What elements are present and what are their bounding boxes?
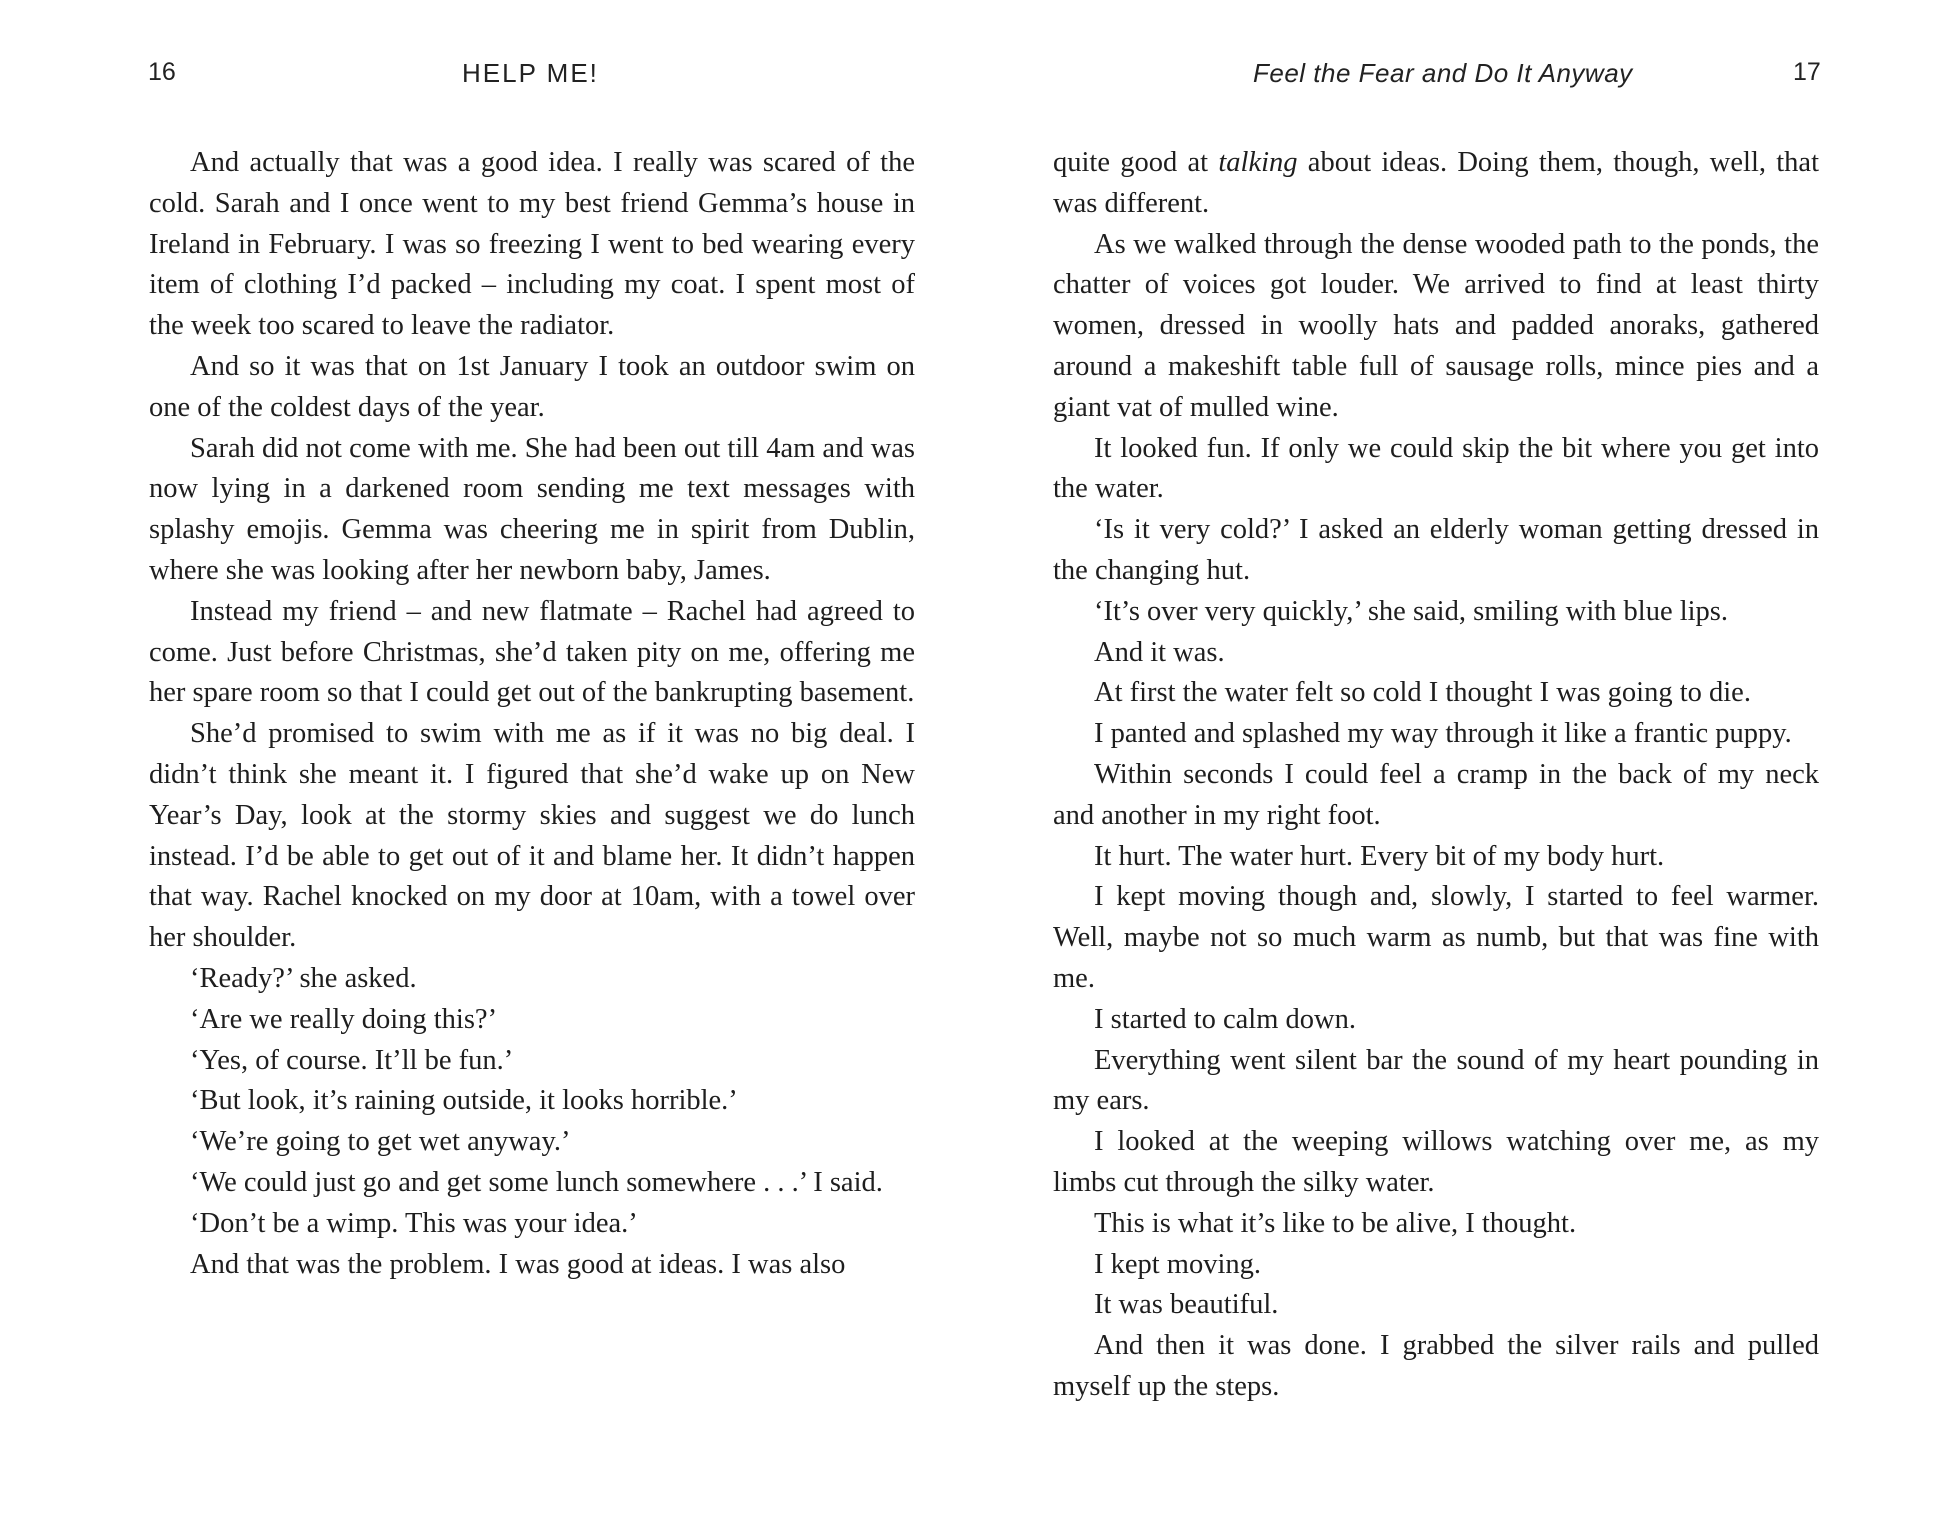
- paragraph: As we walked through the dense wooded path to the ponds, the chatter of voices got louder. We arrived to find at least thirty women, dressed in woolly hats and padded anoraks, gathered around a makeshift table full of sausage rolls, mince pies and a giant vat of mulled wine.: [1053, 228, 1819, 423]
- paragraph: I kept moving.: [1094, 1248, 1262, 1280]
- paragraph: I panted and splashed my way through it like a frantic puppy.: [1094, 718, 1792, 750]
- paragraph: ‘It’s over very quickly,’ she said, smiling with blue lips.: [1094, 595, 1729, 627]
- paragraph: ‘Are we really doing this?’: [190, 1003, 498, 1035]
- running-head-book-title: HELP ME!: [462, 58, 599, 88]
- page-number: 16: [148, 58, 176, 86]
- continuation-text: about ideas. Doing them, though, well, that was different.: [1053, 147, 1819, 219]
- paragraph: And so it was that on 1st January I took an outdoor swim on one of the coldest days of the year.: [149, 350, 915, 423]
- paragraph: I looked at the weeping willows watching over me, as my limbs cut through the silky water.: [1053, 1126, 1819, 1198]
- paragraph: And it was.: [1094, 636, 1225, 668]
- paragraph: It looked fun. If only we could skip the bit where you get into the water.: [1053, 432, 1819, 505]
- paragraph: It was beautiful.: [1094, 1289, 1279, 1321]
- paragraph: I started to calm down.: [1094, 1003, 1356, 1035]
- paragraph: ‘Yes, of course. It’ll be fun.’: [190, 1044, 514, 1076]
- paragraph: ‘Don’t be a wimp. This was your idea.’: [190, 1207, 638, 1239]
- paragraph: ‘Is it very cold?’ I asked an elderly woman getting dressed in the changing hut.: [1053, 514, 1819, 586]
- body-text: [1053, 143, 1819, 1408]
- paragraph: And that was the problem. I was good at ideas. I was also: [190, 1248, 846, 1280]
- paragraph: ‘We’re going to get wet anyway.’: [190, 1126, 571, 1158]
- paragraph: ‘But look, it’s raining outside, it looks horrible.’: [190, 1085, 738, 1117]
- continuation-paragraph: [1053, 143, 1819, 225]
- continuation-text: quite good at: [1053, 147, 1219, 178]
- paragraph: At first the water felt so cold I thought I was going to die.: [1094, 677, 1751, 709]
- page-number: 17: [1793, 58, 1821, 86]
- paragraph: And then it was done. I grabbed the silver rails and pulled myself up the steps.: [1053, 1330, 1819, 1402]
- paragraph: Instead my friend – and new flatmate – Rachel had agreed to come. Just before Christmas, she’d taken pity on me, offering me her spare room so that I could get out of the bankrupting basement.: [149, 595, 915, 709]
- paragraph: This is what it’s like to be alive, I thought.: [1094, 1207, 1577, 1239]
- paragraph: ‘Ready?’ she asked.: [190, 962, 417, 994]
- paragraph: Sarah did not come with me. She had been out till 4am and was now lying in a darkened room sending me text messages with splashy emojis. Gemma was cheering me in spirit from Dublin, where she was looking after her newborn baby, James.: [149, 432, 916, 586]
- paragraph: I kept moving though and, slowly, I started to feel warmer. Well, maybe not so much warm as numb, but that was fine with me.: [1053, 881, 1819, 994]
- emphasized-word: talking: [1218, 147, 1298, 178]
- paragraph: And actually that was a good idea. I really was scared of the cold. Sarah and I once went to my best friend Gemma’s house in Ireland in February. I was so freezing I went to bed wearing every item of clothing I’d packed – including my coat. I spent most of the week too scared to leave the radiator.: [149, 147, 915, 342]
- running-head-chapter-title: Feel the Fear and Do It Anyway: [1253, 58, 1633, 88]
- paragraph: ‘We could just go and get some lunch somewhere . . .’ I said.: [190, 1166, 883, 1198]
- paragraph: Everything went silent bar the sound of my heart pounding in my ears.: [1053, 1044, 1819, 1117]
- paragraph: Within seconds I could feel a cramp in the back of my neck and another in my right foot.: [1053, 758, 1819, 831]
- paragraph: It hurt. The water hurt. Every bit of my body hurt.: [1094, 840, 1665, 872]
- body-text: [149, 143, 915, 1285]
- right-page: [973, 0, 1946, 1516]
- paragraph: She’d promised to swim with me as if it was no big deal. I didn’t think she meant it. I figured that she’d wake up on New Year’s Day, look at the stormy skies and suggest we do lunch instead. I’d be able to get out of it and blame her. It didn’t happen that way. Rachel knocked on my door at 10am, with a towel over her shoulder.: [149, 718, 915, 954]
